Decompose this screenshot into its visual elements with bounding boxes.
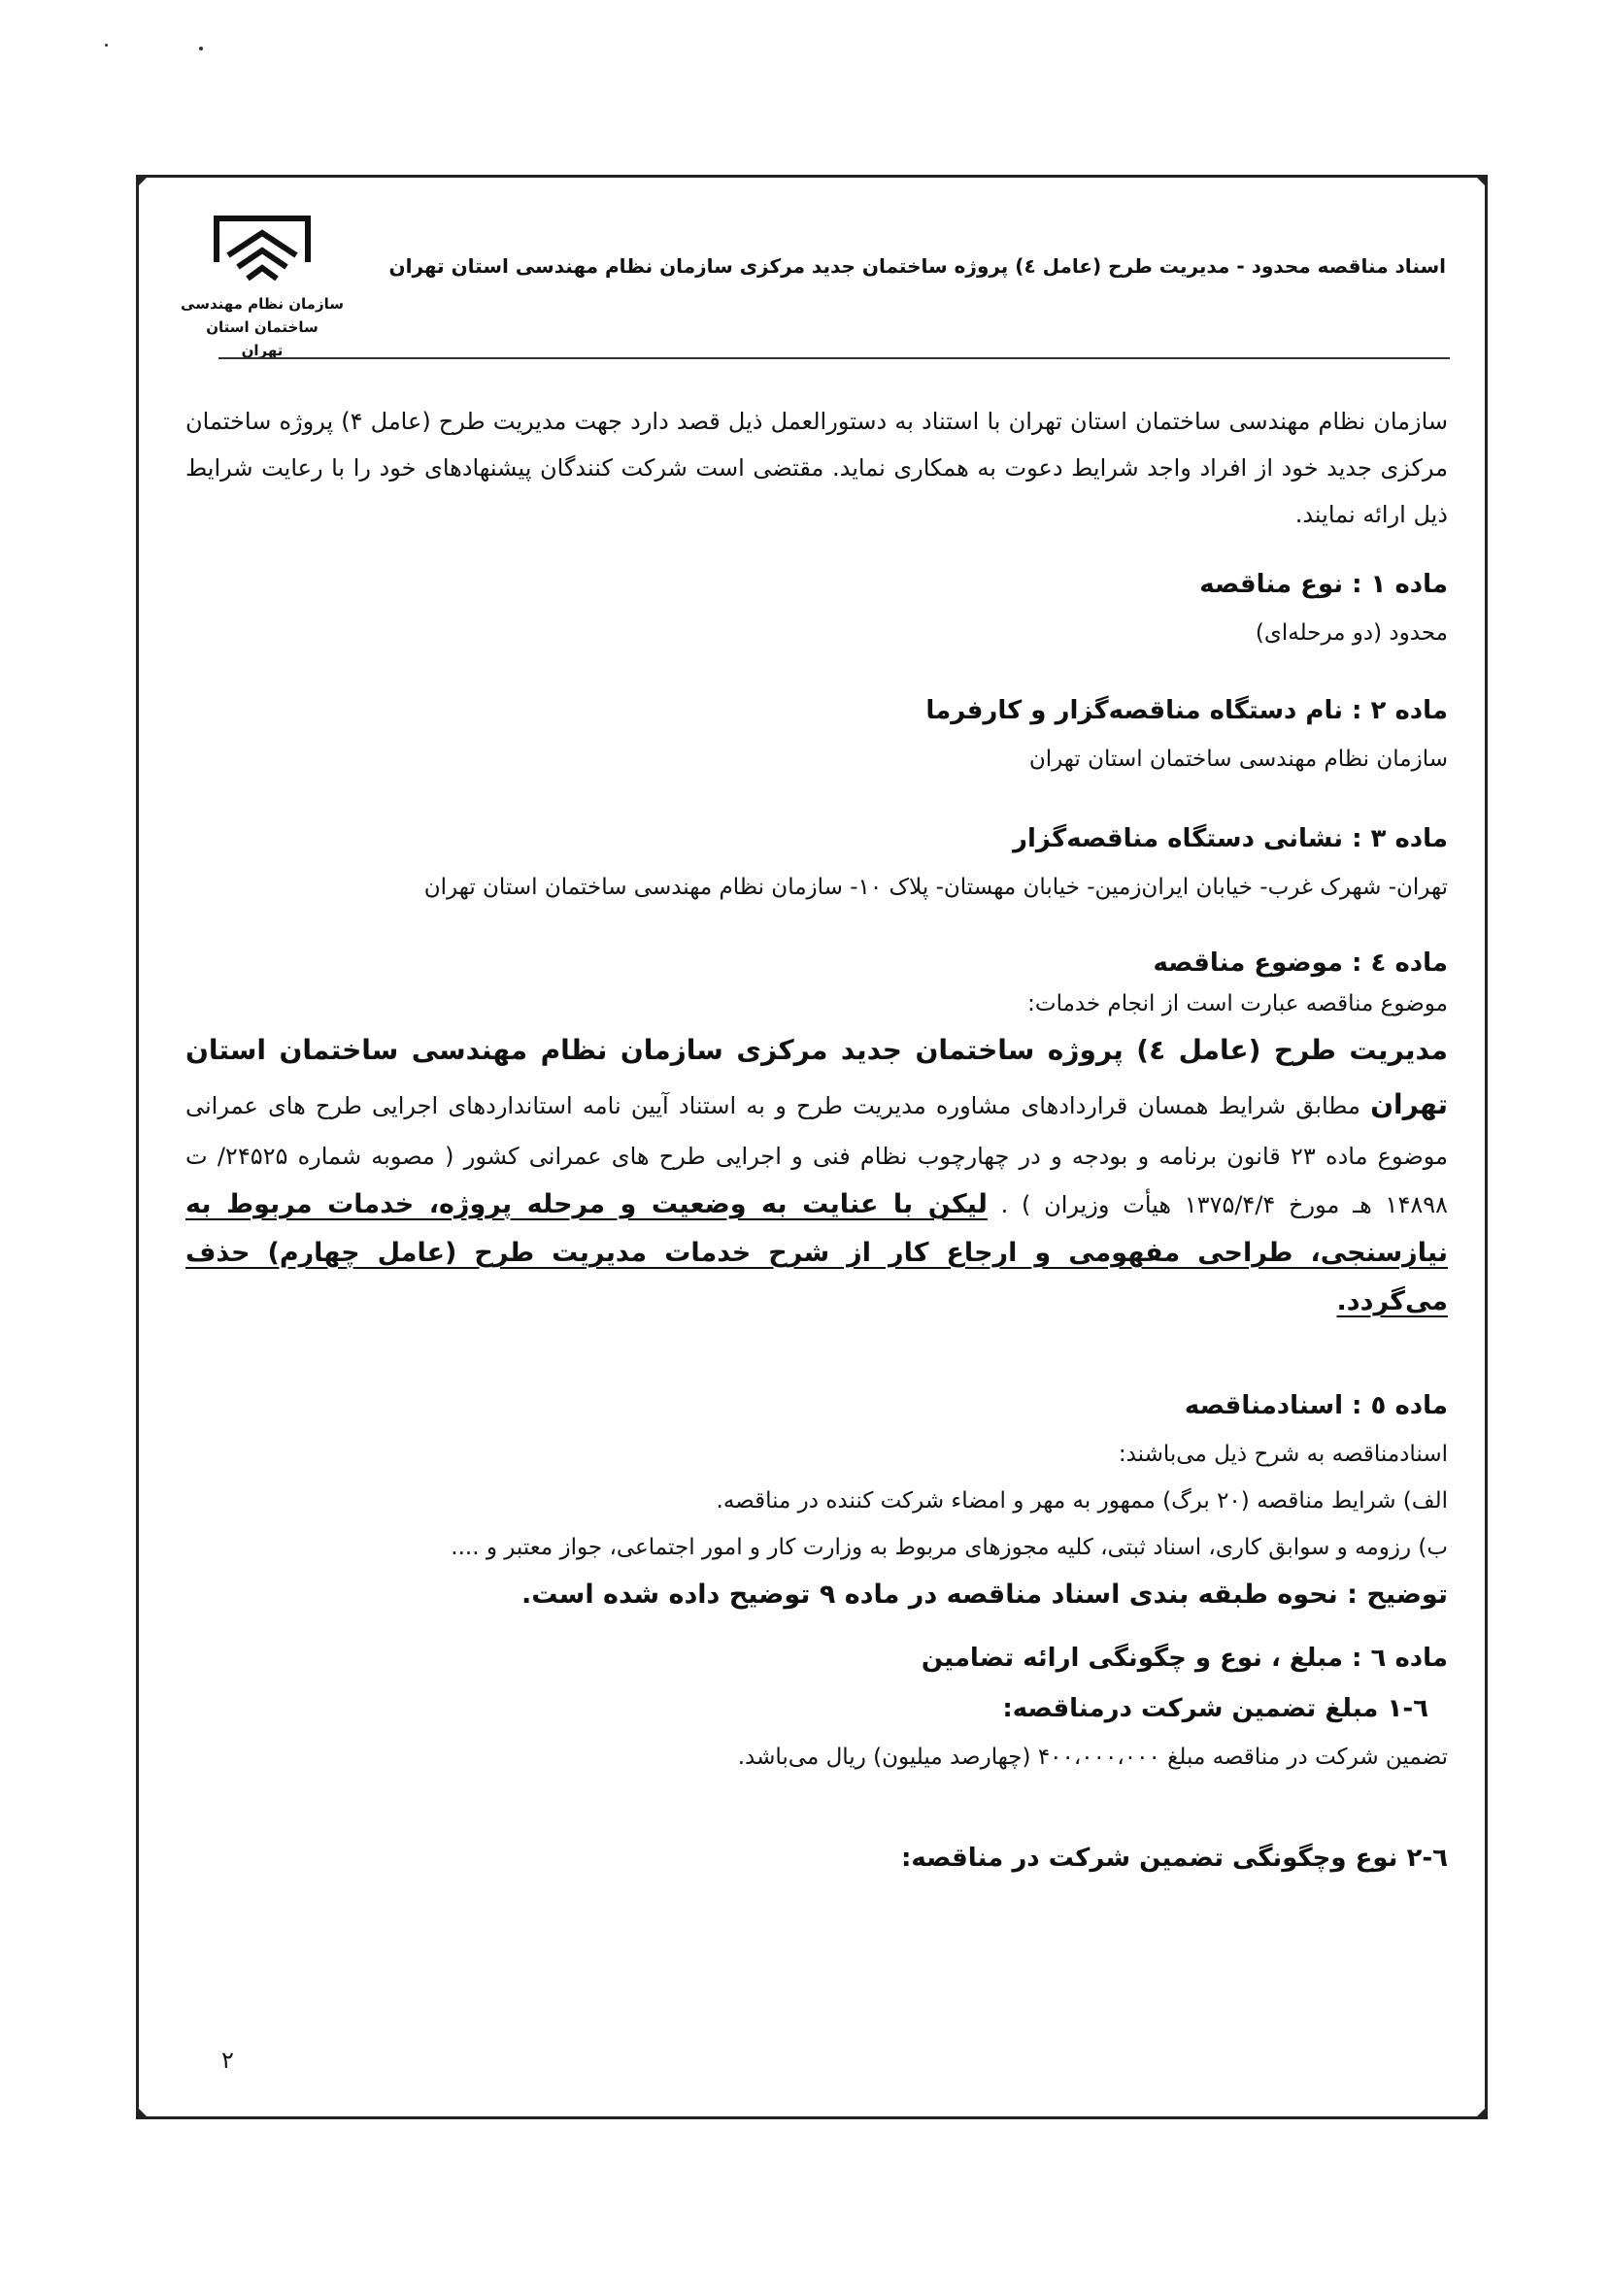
scan-speck: [105, 44, 108, 47]
document-header-title: اسناد مناقصه محدود - مدیریت طرح (عامل ٤) پروژه ساختمان جدید مرکزی سازمان نظام مهندسی استان تهران: [388, 254, 1446, 278]
article-5: [185, 1381, 1448, 1619]
corner-ornament: [136, 175, 150, 188]
article-6: [185, 1633, 1448, 1883]
logo-caption-line1: سازمان نظام مهندسی ساختمان استان: [181, 295, 344, 336]
article-2-heading: ماده ۲ : نام دستگاه مناقصه‌گزار و کارفرما: [925, 696, 1448, 725]
article-4-emphasis: لیکن با عنایت به وضعیت و مرحله پروژه، خدمات مربوط به نیازسنجی، طراحی مفهومی و ارجاع کار از شرح خدمات مدیریت طرح (عامل چهارم) حذف می‌گردد.: [185, 1189, 1448, 1316]
intro-paragraph: سازمان نظام مهندسی ساختمان استان تهران با استناد به دستورالعمل ذیل قصد دارد جهت مدیریت طرح (عامل ۴) پروژه ساختمان مرکزی جدید خود از افراد واجد شرایط دعوت به همکاری نماید. مقتضی است شرکت کنندگان پیشنهادهای خود را با رعایت شرایط ذیل ارائه نمایند.: [185, 408, 1448, 528]
article-3: [185, 814, 1448, 911]
article-2: [185, 685, 1448, 782]
document-body: [185, 398, 1448, 1883]
article-5-intro: اسنادمناقصه به شرح ذیل می‌باشند:: [1118, 1442, 1448, 1467]
article-6-sub1-heading: ٦-١ مبلغ تضمین شرکت درمناقصه:: [1002, 1694, 1428, 1723]
article-4-heading: ماده ٤ : موضوع مناقصه: [1153, 948, 1448, 978]
article-5-item-b: ب) رزومه و سوابق کاری، اسناد ثبتی، کلیه مجوزهای مربوط به وزارت کار و امور اجتماعی، جواز معتبر و ....: [451, 1535, 1448, 1560]
organization-logo-icon: [209, 209, 316, 286]
corner-ornament: [136, 2106, 150, 2119]
article-4-body-text: مطابق شرایط همسان قراردادهای مشاوره مدیریت طرح و به استناد آیین نامه استانداردهای اجرایی طرح های عمرانی موضوع ماده ۲۳ قانون برنامه و بودجه و در چهارچوب نظام فنی و اجرایی طرح های عمرانی کشور ( مصوبه شماره ۲۴۵۲۵/ ت ۱۴۸۹۸ هـ مورخ ۱۳۷۵/۴/۴ هیأت وزیران ) .: [185, 1092, 1449, 1218]
article-4-subject: مدیریت طرح (عامل ٤) پروژه ساختمان جدید مرکزی سازمان نظام مهندسی ساختمان استان تهران: [185, 1034, 1449, 1120]
article-2-text: سازمان نظام مهندسی ساختمان استان تهران: [1028, 747, 1448, 772]
article-1: [185, 559, 1448, 656]
article-4: [185, 942, 1448, 1326]
article-3-heading: ماده ۳ : نشانی دستگاه مناقصه‌گزار: [1013, 824, 1448, 853]
article-6-sub2-heading: ٦-٢ نوع وچگونگی تضمین شرکت در مناقصه:: [901, 1844, 1448, 1873]
article-5-heading: ماده ٥ : اسنادمناقصه: [1184, 1391, 1448, 1420]
logo-caption-line2: تهران: [241, 342, 284, 359]
article-1-heading: ماده ۱ : نوع مناقصه: [1199, 570, 1448, 599]
article-5-note: توضیح : نحوه طبقه بندی اسناد مناقصه در ماده ۹ توضیح داده شده است.: [520, 1580, 1448, 1610]
corner-ornament: [1474, 2106, 1488, 2119]
article-6-sub1-text: تضمین شرکت در مناقصه مبلغ ۴۰۰،۰۰۰،۰۰۰ (چهارصد میلیون) ریال می‌باشد.: [737, 1745, 1448, 1770]
article-5-item-a: الف) شرایط مناقصه (۲۰ برگ) ممهور به مهر و امضاء شرکت کننده در مناقصه.: [716, 1488, 1448, 1514]
corner-ornament: [1474, 175, 1488, 188]
article-3-text: تهران- شهرک غرب- خیابان ایران‌زمین- خیابان مهستان- پلاک ۱۰- سازمان نظام مهندسی ساختمان استان تهران: [423, 875, 1448, 900]
article-4-intro: موضوع مناقصه عبارت است از انجام خدمات:: [1027, 991, 1448, 1016]
article-4-body: [185, 1023, 1448, 1326]
organization-logo: [175, 209, 350, 362]
page-number: ۲: [221, 2046, 234, 2074]
header-divider: [218, 357, 1450, 359]
scan-speck: [199, 47, 203, 50]
article-1-text: محدود (دو مرحله‌ای): [1255, 620, 1448, 646]
article-6-heading: ماده ٦ : مبلغ ، نوع و چگونگی ارائه تضامین: [921, 1644, 1448, 1673]
